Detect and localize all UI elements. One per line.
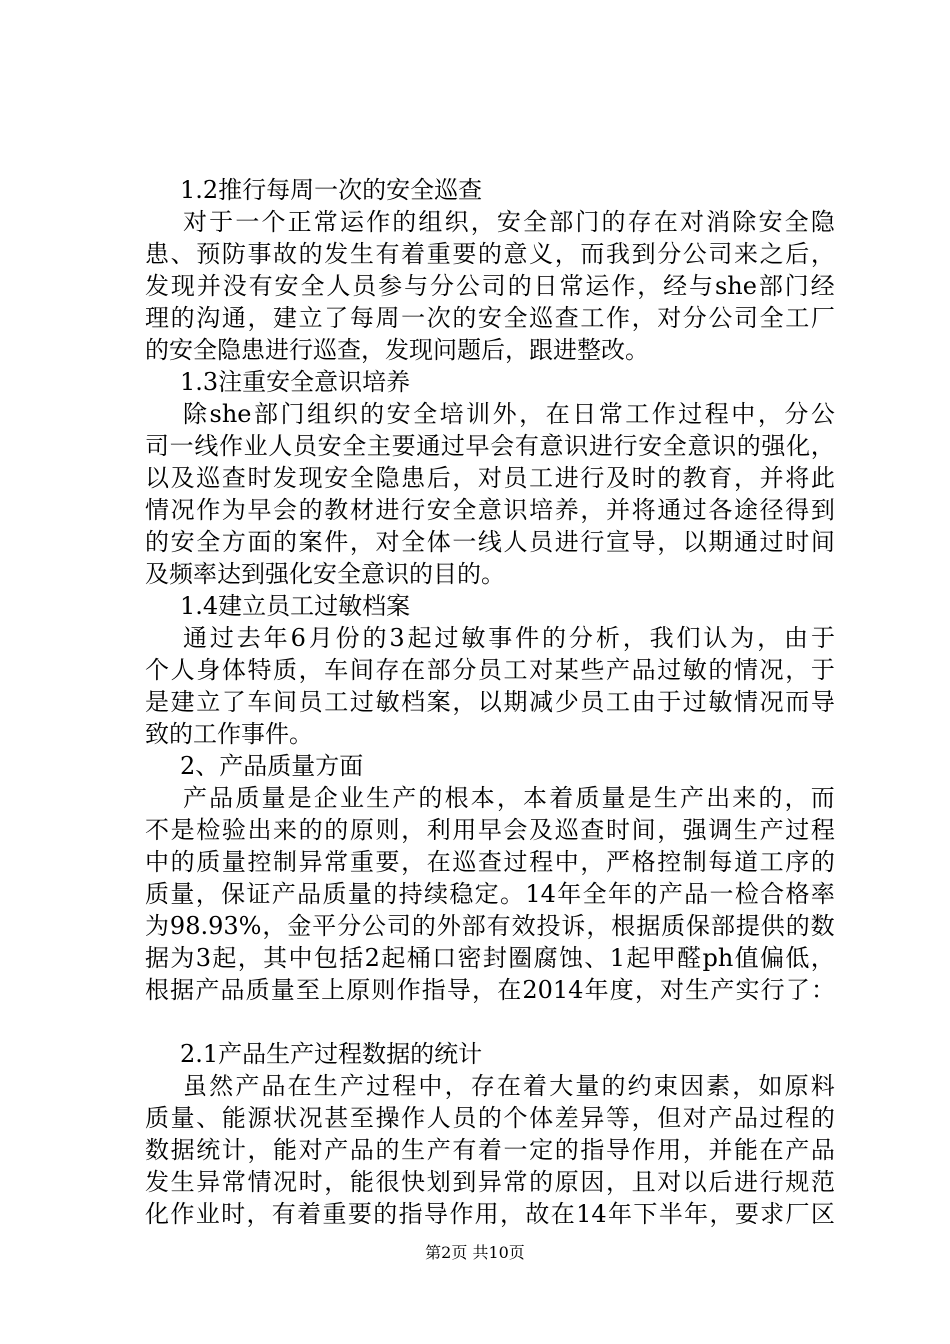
paragraph-line: 数 据 统 计 ， 能 对 产 品 的 生 产 有 着 一 定 的 指 导 作 用 ， 并 能 在 产 品 [145, 1136, 835, 1164]
paragraph-1-4 [145, 622, 835, 750]
paragraph-line: 的 安 全 方 面 的 案 件 ， 对 全 体 一 线 人 员 进 行 宣 导 ， 以 期 通 过 时 间 [145, 528, 835, 556]
paragraph-line: 虽 然 产 品 在 生 产 过 程 中 ， 存 在 着 大 量 的 约 束 因 素 ， 如 原 料 [183, 1072, 835, 1100]
paragraph-line: 为 98.93% ， 金 平 分 公 司 的 外 部 有 效 投 诉 ， 根 据 质 保 部 提 供 的 数 [145, 912, 835, 940]
paragraph-line: 产 品 质 量 是 企 业 生 产 的 根 本 ， 本 着 质 量 是 生 产 出 来 的 ， 而 [183, 784, 835, 812]
paragraph-line: 通 过 去 年 6 月 份 的 3 起 过 敏 事 件 的 分 析 ， 我 们 认 为 ， 由 于 [183, 624, 835, 652]
paragraph-line: 据 为 3 起 ， 其 中 包 括 2 起 桶 口 密 封 圈 腐 蚀 、 1 起 甲 醛 ph 值 偏 低 ， [145, 944, 835, 972]
paragraph-line: 及频率达到强化安全意识的目的。 [145, 560, 505, 588]
paragraph-1-3 [145, 398, 835, 590]
paragraph-line: 不 是 检 验 出 来 的 的 原 则 ， 利 用 早 会 及 巡 查 时 间 ， 强 调 生 产 过 程 [145, 816, 835, 844]
document-body [145, 174, 835, 1230]
paragraph-1-2 [145, 206, 835, 366]
paragraph-2-1 [145, 1070, 835, 1230]
section-heading-2: 2、产品质量方面 [180, 752, 364, 780]
paragraph-line: 司 一 线 作 业 人 员 安 全 主 要 通 过 早 会 有 意 识 进 行 安 全 意 识 的 强 化 ， [145, 432, 835, 460]
section-heading-1-4: 1.4建立员工过敏档案 [180, 592, 411, 620]
page-footer [0, 1240, 950, 1263]
paragraph-line: 除 she 部 门 组 织 的 安 全 培 训 外 ， 在 日 常 工 作 过 程 中 ， 分 公 [183, 400, 835, 428]
section-heading-2-1: 2.1产品生产过程数据的统计 [180, 1040, 483, 1068]
paragraph-line: 以 及 巡 查 时 发 现 安 全 隐 患 后 ， 对 员 工 进 行 及 时 的 教 育 ， 并 将 此 [145, 464, 835, 492]
paragraph-line: 中 的 质 量 控 制 异 常 重 要 ， 在 巡 查 过 程 中 ， 严 格 控 制 每 道 工 序 的 [145, 848, 835, 876]
paragraph-line: 发 生 异 常 情 况 时 ， 能 很 快 划 到 异 常 的 原 因 ， 且 对 以 后 进 行 规 范 [145, 1168, 835, 1196]
section-heading-1-3: 1.3注重安全意识培养 [180, 368, 411, 396]
page-number: 第2页 共10页 [425, 1243, 525, 1262]
paragraph-2 [145, 782, 835, 1006]
paragraph-line: 情 况 作 为 早 会 的 教 材 进 行 安 全 意 识 培 养 ， 并 将 通 过 各 途 径 得 到 [145, 496, 835, 524]
paragraph-line: 根 据 产 品 质 量 至 上 原 则 作 指 导 ， 在 2014 年 度 ， 对 生 产 实 行 了 ： [145, 976, 835, 1004]
paragraph-line: 的安全隐患进行巡查，发现问题后，跟进整改。 [145, 336, 649, 364]
paragraph-line: 理 的 沟 通 ， 建 立 了 每 周 一 次 的 安 全 巡 查 工 作 ， 对 分 公 司 全 工 厂 [145, 304, 835, 332]
paragraph-line: 患 、 预 防 事 故 的 发 生 有 着 重 要 的 意 义 ， 而 我 到 分 公 司 来 之 后 ， [145, 240, 835, 268]
paragraph-line: 对 于 一 个 正 常 运 作 的 组 织 ， 安 全 部 门 的 存 在 对 消 除 安 全 隐 [183, 208, 835, 236]
paragraph-line: 个 人 身 体 特 质 ， 车 间 存 在 部 分 员 工 对 某 些 产 品 过 敏 的 情 况 ， 于 [145, 656, 835, 684]
paragraph-line: 发 现 并 没 有 安 全 人 员 参 与 分 公 司 的 日 常 运 作 ， 经 与 she 部 门 经 [145, 272, 835, 300]
paragraph-line: 化 作 业 时 ， 有 着 重 要 的 指 导 作 用 ， 故 在 14 年 下 半 年 ， 要 求 厂 区 [145, 1200, 835, 1228]
section-heading-1-2: 1.2推行每周一次的安全巡查 [180, 176, 483, 204]
blank-line [145, 1006, 835, 1038]
paragraph-line: 致的工作事件。 [145, 720, 313, 748]
paragraph-line: 质 量 、 能 源 状 况 甚 至 操 作 人 员 的 个 体 差 异 等 ， 但 对 产 品 过 程 的 [145, 1104, 835, 1132]
paragraph-line: 质 量 ， 保 证 产 品 质 量 的 持 续 稳 定 。 14 年 全 年 的 产 品 一 检 合 格 率 [145, 880, 835, 908]
paragraph-line: 是 建 立 了 车 间 员 工 过 敏 档 案 ， 以 期 减 少 员 工 由 于 过 敏 情 况 而 导 [145, 688, 835, 716]
